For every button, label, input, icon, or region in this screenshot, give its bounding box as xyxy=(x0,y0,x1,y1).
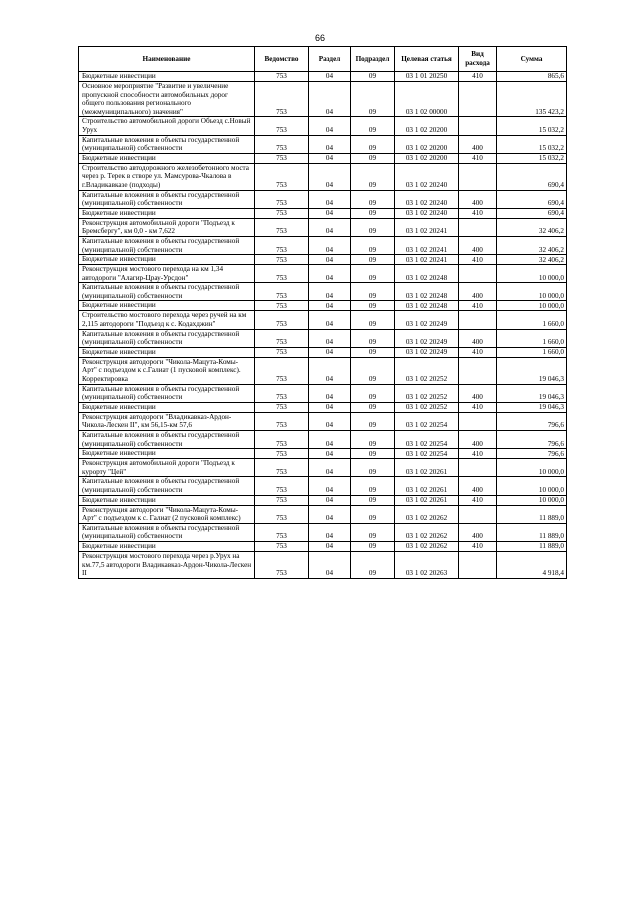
cell-dept: 753 xyxy=(255,283,309,301)
table-row xyxy=(79,523,567,541)
budget-table xyxy=(78,46,567,579)
cell-expense-type xyxy=(459,459,497,477)
cell-section: 04 xyxy=(309,402,351,412)
cell-amount: 15 032,2 xyxy=(497,135,567,153)
cell-dept: 753 xyxy=(255,255,309,265)
cell-section: 04 xyxy=(309,265,351,283)
cell-target: 03 1 02 20261 xyxy=(395,477,459,495)
cell-target: 03 1 02 20241 xyxy=(395,236,459,254)
table-row xyxy=(79,163,567,190)
cell-amount: 796,6 xyxy=(497,431,567,449)
cell-dept: 753 xyxy=(255,311,309,329)
cell-dept: 753 xyxy=(255,153,309,163)
table-row xyxy=(79,208,567,218)
cell-amount: 10 000,0 xyxy=(497,265,567,283)
cell-dept: 753 xyxy=(255,357,309,384)
header-target: Целевая статья xyxy=(395,47,459,72)
cell-target: 03 1 02 20241 xyxy=(395,255,459,265)
cell-amount: 4 918,4 xyxy=(497,551,567,578)
cell-expense-type xyxy=(459,551,497,578)
table-row xyxy=(79,72,567,82)
cell-subsection: 09 xyxy=(351,135,395,153)
cell-expense-type: 400 xyxy=(459,431,497,449)
cell-target: 03 1 02 20249 xyxy=(395,329,459,347)
cell-amount: 1 660,0 xyxy=(497,329,567,347)
table-row xyxy=(79,431,567,449)
cell-dept: 753 xyxy=(255,72,309,82)
cell-target: 03 1 01 20250 xyxy=(395,72,459,82)
cell-dept: 753 xyxy=(255,449,309,459)
cell-name: Капитальные вложения в объекты государственной (муниципальной) собственности xyxy=(79,236,255,254)
cell-name: Реконструкция автодороги "Чикола-Мацута-Комы-Арт" с подъездом к с.Галиат (1 пусковой комплекс). Корректировка xyxy=(79,357,255,384)
cell-dept: 753 xyxy=(255,236,309,254)
cell-name: Бюджетные инвестиции xyxy=(79,72,255,82)
table-body xyxy=(79,72,567,579)
cell-section: 04 xyxy=(309,329,351,347)
cell-dept: 753 xyxy=(255,477,309,495)
table-row xyxy=(79,347,567,357)
cell-name: Бюджетные инвестиции xyxy=(79,301,255,311)
cell-subsection: 09 xyxy=(351,495,395,505)
cell-expense-type: 400 xyxy=(459,283,497,301)
cell-section: 04 xyxy=(309,412,351,430)
cell-name: Капитальные вложения в объекты государственной (муниципальной) собственности xyxy=(79,384,255,402)
cell-name: Бюджетные инвестиции xyxy=(79,347,255,357)
header-section: Раздел xyxy=(309,47,351,72)
cell-section: 04 xyxy=(309,523,351,541)
cell-subsection: 09 xyxy=(351,541,395,551)
cell-subsection: 09 xyxy=(351,283,395,301)
cell-expense-type: 400 xyxy=(459,384,497,402)
cell-dept: 753 xyxy=(255,523,309,541)
cell-subsection: 09 xyxy=(351,255,395,265)
cell-section: 04 xyxy=(309,449,351,459)
cell-section: 04 xyxy=(309,347,351,357)
cell-target: 03 1 02 20240 xyxy=(395,190,459,208)
cell-amount: 1 660,0 xyxy=(497,311,567,329)
cell-amount: 10 000,0 xyxy=(497,495,567,505)
cell-dept: 753 xyxy=(255,384,309,402)
cell-target: 03 1 02 20254 xyxy=(395,431,459,449)
cell-amount: 10 000,0 xyxy=(497,301,567,311)
page-number: 66 xyxy=(314,33,325,43)
cell-section: 04 xyxy=(309,236,351,254)
cell-expense-type: 410 xyxy=(459,301,497,311)
cell-amount: 865,6 xyxy=(497,72,567,82)
cell-subsection: 09 xyxy=(351,301,395,311)
table-row xyxy=(79,357,567,384)
cell-subsection: 09 xyxy=(351,523,395,541)
cell-subsection: 09 xyxy=(351,190,395,208)
cell-name: Реконструкция мостового перехода на км 1,34 автодороги "Алагир-Црау-Урсдон" xyxy=(79,265,255,283)
cell-expense-type: 400 xyxy=(459,477,497,495)
cell-amount: 19 046,3 xyxy=(497,384,567,402)
cell-section: 04 xyxy=(309,551,351,578)
cell-name: Капитальные вложения в объекты государственной (муниципальной) собственности xyxy=(79,477,255,495)
cell-target: 03 1 02 20249 xyxy=(395,347,459,357)
cell-section: 04 xyxy=(309,459,351,477)
cell-section: 04 xyxy=(309,495,351,505)
cell-amount: 19 046,3 xyxy=(497,357,567,384)
cell-amount: 690,4 xyxy=(497,163,567,190)
cell-name: Бюджетные инвестиции xyxy=(79,541,255,551)
table-row xyxy=(79,402,567,412)
table-row xyxy=(79,190,567,208)
table-row xyxy=(79,412,567,430)
cell-amount: 15 032,2 xyxy=(497,153,567,163)
cell-expense-type xyxy=(459,218,497,236)
table-row xyxy=(79,505,567,523)
table-row xyxy=(79,329,567,347)
cell-expense-type: 400 xyxy=(459,135,497,153)
cell-target: 03 1 02 20249 xyxy=(395,311,459,329)
cell-section: 04 xyxy=(309,505,351,523)
cell-dept: 753 xyxy=(255,505,309,523)
cell-section: 04 xyxy=(309,190,351,208)
cell-expense-type: 410 xyxy=(459,449,497,459)
cell-dept: 753 xyxy=(255,190,309,208)
cell-section: 04 xyxy=(309,357,351,384)
cell-amount: 32 406,2 xyxy=(497,236,567,254)
cell-subsection: 09 xyxy=(351,329,395,347)
cell-expense-type xyxy=(459,163,497,190)
header-dept: Ведомство xyxy=(255,47,309,72)
cell-target: 03 1 02 20261 xyxy=(395,459,459,477)
cell-name: Строительство мостового перехода через ручей на км 2,115 автодороги "Подъезд к с. Кодахджин" xyxy=(79,311,255,329)
cell-expense-type: 410 xyxy=(459,495,497,505)
cell-section: 04 xyxy=(309,153,351,163)
cell-expense-type: 410 xyxy=(459,153,497,163)
cell-amount: 11 889,0 xyxy=(497,541,567,551)
cell-section: 04 xyxy=(309,301,351,311)
cell-amount: 135 423,2 xyxy=(497,82,567,117)
cell-target: 03 1 02 20262 xyxy=(395,505,459,523)
cell-subsection: 09 xyxy=(351,431,395,449)
cell-amount: 10 000,0 xyxy=(497,477,567,495)
table-row xyxy=(79,135,567,153)
cell-expense-type: 410 xyxy=(459,402,497,412)
cell-section: 04 xyxy=(309,384,351,402)
table-row xyxy=(79,117,567,135)
cell-dept: 753 xyxy=(255,163,309,190)
cell-amount: 1 660,0 xyxy=(497,347,567,357)
table-row xyxy=(79,82,567,117)
cell-dept: 753 xyxy=(255,329,309,347)
cell-target: 03 1 02 20240 xyxy=(395,208,459,218)
cell-section: 04 xyxy=(309,72,351,82)
cell-dept: 753 xyxy=(255,412,309,430)
cell-section: 04 xyxy=(309,283,351,301)
cell-subsection: 09 xyxy=(351,384,395,402)
cell-name: Строительство автомобильной дороги Объезд с.Новый Урух xyxy=(79,117,255,135)
cell-target: 03 1 02 20252 xyxy=(395,384,459,402)
cell-subsection: 09 xyxy=(351,236,395,254)
cell-expense-type xyxy=(459,505,497,523)
cell-subsection: 09 xyxy=(351,311,395,329)
cell-amount: 15 032,2 xyxy=(497,117,567,135)
table-row xyxy=(79,477,567,495)
cell-dept: 753 xyxy=(255,551,309,578)
cell-expense-type: 410 xyxy=(459,208,497,218)
cell-amount: 11 889,0 xyxy=(497,505,567,523)
cell-name: Капитальные вложения в объекты государственной (муниципальной) собственности xyxy=(79,283,255,301)
cell-target: 03 1 02 20248 xyxy=(395,283,459,301)
cell-amount: 690,4 xyxy=(497,208,567,218)
cell-target: 03 1 02 20200 xyxy=(395,135,459,153)
cell-section: 04 xyxy=(309,208,351,218)
table-row xyxy=(79,551,567,578)
cell-name: Реконструкция мостового перехода через р.Урух на км.77,5 автодороги Владикавказ-Ардон-Чикола-Лескен II xyxy=(79,551,255,578)
header-name: Наименование xyxy=(79,47,255,72)
table-row xyxy=(79,495,567,505)
cell-expense-type: 400 xyxy=(459,523,497,541)
cell-section: 04 xyxy=(309,82,351,117)
cell-subsection: 09 xyxy=(351,265,395,283)
cell-amount: 10 000,0 xyxy=(497,283,567,301)
cell-expense-type: 400 xyxy=(459,329,497,347)
cell-target: 03 1 02 20254 xyxy=(395,449,459,459)
table-row xyxy=(79,311,567,329)
cell-amount: 796,6 xyxy=(497,412,567,430)
cell-dept: 753 xyxy=(255,135,309,153)
cell-section: 04 xyxy=(309,541,351,551)
cell-expense-type xyxy=(459,117,497,135)
cell-subsection: 09 xyxy=(351,449,395,459)
cell-expense-type: 410 xyxy=(459,72,497,82)
cell-expense-type xyxy=(459,357,497,384)
cell-amount: 11 889,0 xyxy=(497,523,567,541)
cell-dept: 753 xyxy=(255,265,309,283)
cell-expense-type xyxy=(459,311,497,329)
cell-name: Основное мероприятие "Развитие и увеличение пропускной способности автомобильных дорог общего пользования регионального (межмуниципального) значения" xyxy=(79,82,255,117)
cell-target: 03 1 02 20262 xyxy=(395,523,459,541)
cell-subsection: 09 xyxy=(351,412,395,430)
header-expense-type: Вид расхода xyxy=(459,47,497,72)
cell-section: 04 xyxy=(309,311,351,329)
cell-dept: 753 xyxy=(255,541,309,551)
cell-section: 04 xyxy=(309,218,351,236)
cell-section: 04 xyxy=(309,431,351,449)
cell-expense-type xyxy=(459,265,497,283)
cell-name: Капитальные вложения в объекты государственной (муниципальной) собственности xyxy=(79,135,255,153)
cell-target: 03 1 02 20262 xyxy=(395,541,459,551)
cell-dept: 753 xyxy=(255,82,309,117)
cell-dept: 753 xyxy=(255,459,309,477)
cell-subsection: 09 xyxy=(351,357,395,384)
table-row xyxy=(79,301,567,311)
cell-name: Капитальные вложения в объекты государственной (муниципальной) собственности xyxy=(79,329,255,347)
cell-subsection: 09 xyxy=(351,459,395,477)
cell-dept: 753 xyxy=(255,402,309,412)
cell-dept: 753 xyxy=(255,208,309,218)
table-row xyxy=(79,449,567,459)
cell-target: 03 1 02 20261 xyxy=(395,495,459,505)
cell-section: 04 xyxy=(309,255,351,265)
cell-dept: 753 xyxy=(255,495,309,505)
cell-name: Реконструкция автомобильной дороги "Подъезд к Бремсбергу", км 0,0 - км 7,622 xyxy=(79,218,255,236)
cell-name: Бюджетные инвестиции xyxy=(79,255,255,265)
table-row xyxy=(79,255,567,265)
cell-name: Капитальные вложения в объекты государственной (муниципальной) собственности xyxy=(79,190,255,208)
cell-target: 03 1 02 20252 xyxy=(395,402,459,412)
cell-target: 03 1 02 20248 xyxy=(395,301,459,311)
cell-expense-type xyxy=(459,412,497,430)
cell-subsection: 09 xyxy=(351,208,395,218)
header-subsection: Подраздел xyxy=(351,47,395,72)
cell-expense-type: 400 xyxy=(459,236,497,254)
cell-name: Капитальные вложения в объекты государственной (муниципальной) собственности xyxy=(79,523,255,541)
cell-name: Бюджетные инвестиции xyxy=(79,495,255,505)
cell-subsection: 09 xyxy=(351,218,395,236)
cell-amount: 10 000,0 xyxy=(497,459,567,477)
cell-section: 04 xyxy=(309,135,351,153)
cell-amount: 796,6 xyxy=(497,449,567,459)
table-row xyxy=(79,541,567,551)
table-row xyxy=(79,283,567,301)
table-row xyxy=(79,384,567,402)
header-amount: Сумма xyxy=(497,47,567,72)
cell-amount: 19 046,3 xyxy=(497,402,567,412)
cell-name: Бюджетные инвестиции xyxy=(79,208,255,218)
cell-target: 03 1 02 20241 xyxy=(395,218,459,236)
cell-dept: 753 xyxy=(255,347,309,357)
cell-target: 03 1 02 20200 xyxy=(395,153,459,163)
cell-expense-type: 410 xyxy=(459,255,497,265)
cell-subsection: 09 xyxy=(351,477,395,495)
cell-section: 04 xyxy=(309,163,351,190)
cell-subsection: 09 xyxy=(351,551,395,578)
cell-name: Строительство автодорожного железобетонного моста через р. Терек в створе ул. Мамсурова-Чкалова в г.Владикавказе (подходы) xyxy=(79,163,255,190)
table-row xyxy=(79,459,567,477)
cell-amount: 690,4 xyxy=(497,190,567,208)
cell-name: Реконструкция автодороги "Владикавказ-Ардон-Чикола-Лескен II", км 56,15-км 57,6 xyxy=(79,412,255,430)
cell-dept: 753 xyxy=(255,218,309,236)
cell-section: 04 xyxy=(309,477,351,495)
table-row xyxy=(79,236,567,254)
table-header-row xyxy=(79,47,567,72)
cell-expense-type: 410 xyxy=(459,347,497,357)
cell-name: Бюджетные инвестиции xyxy=(79,402,255,412)
cell-subsection: 09 xyxy=(351,402,395,412)
table-row xyxy=(79,265,567,283)
cell-amount: 32 406,2 xyxy=(497,218,567,236)
cell-dept: 753 xyxy=(255,117,309,135)
cell-subsection: 09 xyxy=(351,163,395,190)
table-row xyxy=(79,218,567,236)
cell-section: 04 xyxy=(309,117,351,135)
cell-target: 03 1 02 20252 xyxy=(395,357,459,384)
cell-name: Бюджетные инвестиции xyxy=(79,449,255,459)
cell-name: Реконструкция автомобильной дороги "Подъезд к курорту "Цей" xyxy=(79,459,255,477)
cell-expense-type xyxy=(459,82,497,117)
cell-subsection: 09 xyxy=(351,82,395,117)
cell-target: 03 1 02 00000 xyxy=(395,82,459,117)
cell-name: Капитальные вложения в объекты государственной (муниципальной) собственности xyxy=(79,431,255,449)
cell-amount: 32 406,2 xyxy=(497,255,567,265)
cell-target: 03 1 02 20263 xyxy=(395,551,459,578)
cell-dept: 753 xyxy=(255,301,309,311)
cell-target: 03 1 02 20200 xyxy=(395,117,459,135)
cell-subsection: 09 xyxy=(351,72,395,82)
cell-target: 03 1 02 20248 xyxy=(395,265,459,283)
cell-dept: 753 xyxy=(255,431,309,449)
cell-name: Бюджетные инвестиции xyxy=(79,153,255,163)
cell-subsection: 09 xyxy=(351,505,395,523)
cell-expense-type: 410 xyxy=(459,541,497,551)
cell-target: 03 1 02 20254 xyxy=(395,412,459,430)
cell-expense-type: 400 xyxy=(459,190,497,208)
cell-subsection: 09 xyxy=(351,117,395,135)
cell-subsection: 09 xyxy=(351,153,395,163)
table-row xyxy=(79,153,567,163)
cell-subsection: 09 xyxy=(351,347,395,357)
cell-target: 03 1 02 20240 xyxy=(395,163,459,190)
cell-name: Реконструкция автодороги "Чикола-Мацута-Комы-Арт" с подъездом к с. Галиат (2 пусковой комплекс) xyxy=(79,505,255,523)
